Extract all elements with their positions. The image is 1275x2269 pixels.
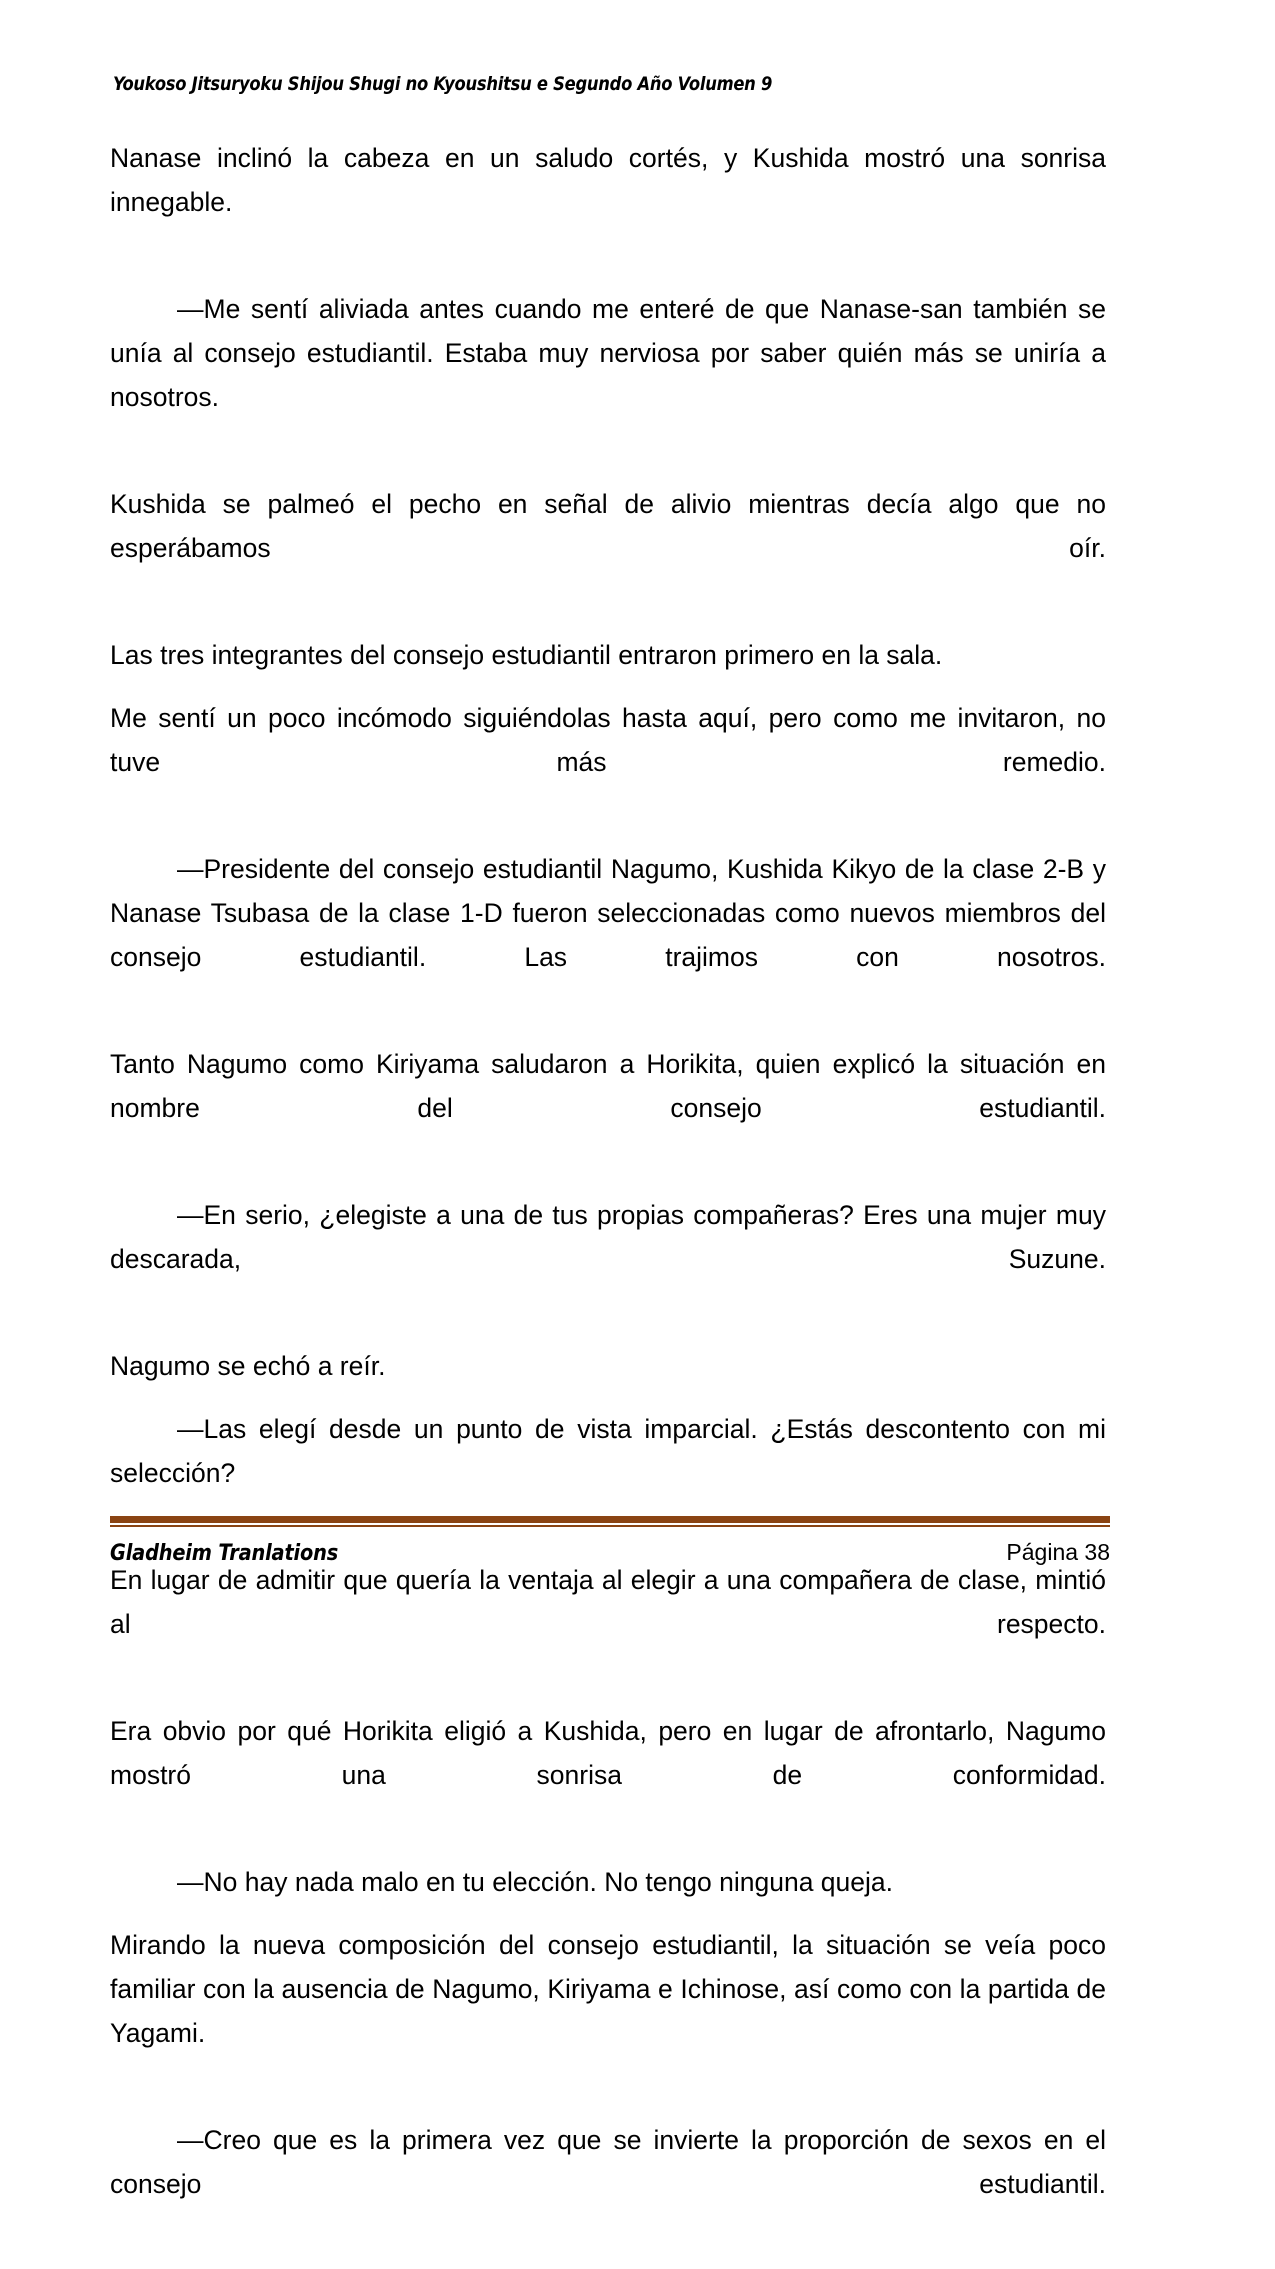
page-footer xyxy=(110,1516,1110,1566)
paragraph: —Me sentí aliviada antes cuando me enteré de que Nanase-san también se unía al consejo estudiantil. Estaba muy nerviosa por saber quién más se uniría a nosotros. xyxy=(110,294,1106,412)
paragraph: Tanto Nagumo como Kiriyama saludaron a Horikita, quien explicó la situación en nombre del consejo estudiantil. xyxy=(110,1049,1106,1123)
body-text-column xyxy=(110,136,1106,2269)
footer-divider-rule xyxy=(110,1516,1110,1527)
paragraph: Nanase inclinó la cabeza en un saludo cortés, y Kushida mostró una sonrisa innegable. xyxy=(110,143,1106,217)
paragraph: Nagumo se echó a reír. xyxy=(110,1351,386,1381)
page-header xyxy=(113,70,1163,98)
paragraph: En lugar de admitir que quería la ventaja al elegir a una compañera de clase, mintió al respecto. xyxy=(110,1565,1106,1639)
footer-page-number: Página 38 xyxy=(1006,1539,1110,1565)
footer-rule-thick xyxy=(110,1516,1110,1523)
footer-rule-thin xyxy=(110,1525,1110,1527)
paragraph: Las tres integrantes del consejo estudiantil entraron primero en la sala. xyxy=(110,640,943,670)
paragraph: —Creo que es la primera vez que se invierte la proporción de sexos en el consejo estudiantil. xyxy=(110,2125,1106,2199)
footer-content-row xyxy=(110,1539,1110,1566)
footer-brand-label: Gladheim Tranlations xyxy=(110,1541,339,1566)
paragraph: Era obvio por qué Horikita eligió a Kushida, pero en lugar de afrontarlo, Nagumo mostró una sonrisa de conformidad. xyxy=(110,1716,1106,1790)
running-header-title: Youkoso Jitsuryoku Shijou Shugi no Kyoushitsu e Segundo Año Volumen 9 xyxy=(113,73,773,95)
paragraph: —En serio, ¿elegiste a una de tus propias compañeras? Eres una mujer muy descarada, Suzune. xyxy=(110,1200,1106,1274)
paragraph: Kushida se palmeó el pecho en señal de alivio mientras decía algo que no esperábamos oír. xyxy=(110,489,1106,563)
paragraph: —No hay nada malo en tu elección. No tengo ninguna queja. xyxy=(177,1867,893,1897)
paragraph: —Las elegí desde un punto de vista imparcial. ¿Estás descontento con mi selección? xyxy=(110,1414,1106,1488)
paragraph: Mirando la nueva composición del consejo estudiantil, la situación se veía poco familiar con la ausencia de Nagumo, Kiriyama e Ichinose, así como con la partida de Yagami. xyxy=(110,1930,1106,2048)
paragraph: —Presidente del consejo estudiantil Nagumo, Kushida Kikyo de la clase 2-B y Nanase Tsubasa de la clase 1-D fueron seleccionadas como nuevos miembros del consejo estudiantil. Las trajimos con nosotros. xyxy=(110,854,1106,972)
paragraph: Me sentí un poco incómodo siguiéndolas hasta aquí, pero como me invitaron, no tuve más remedio. xyxy=(110,703,1106,777)
